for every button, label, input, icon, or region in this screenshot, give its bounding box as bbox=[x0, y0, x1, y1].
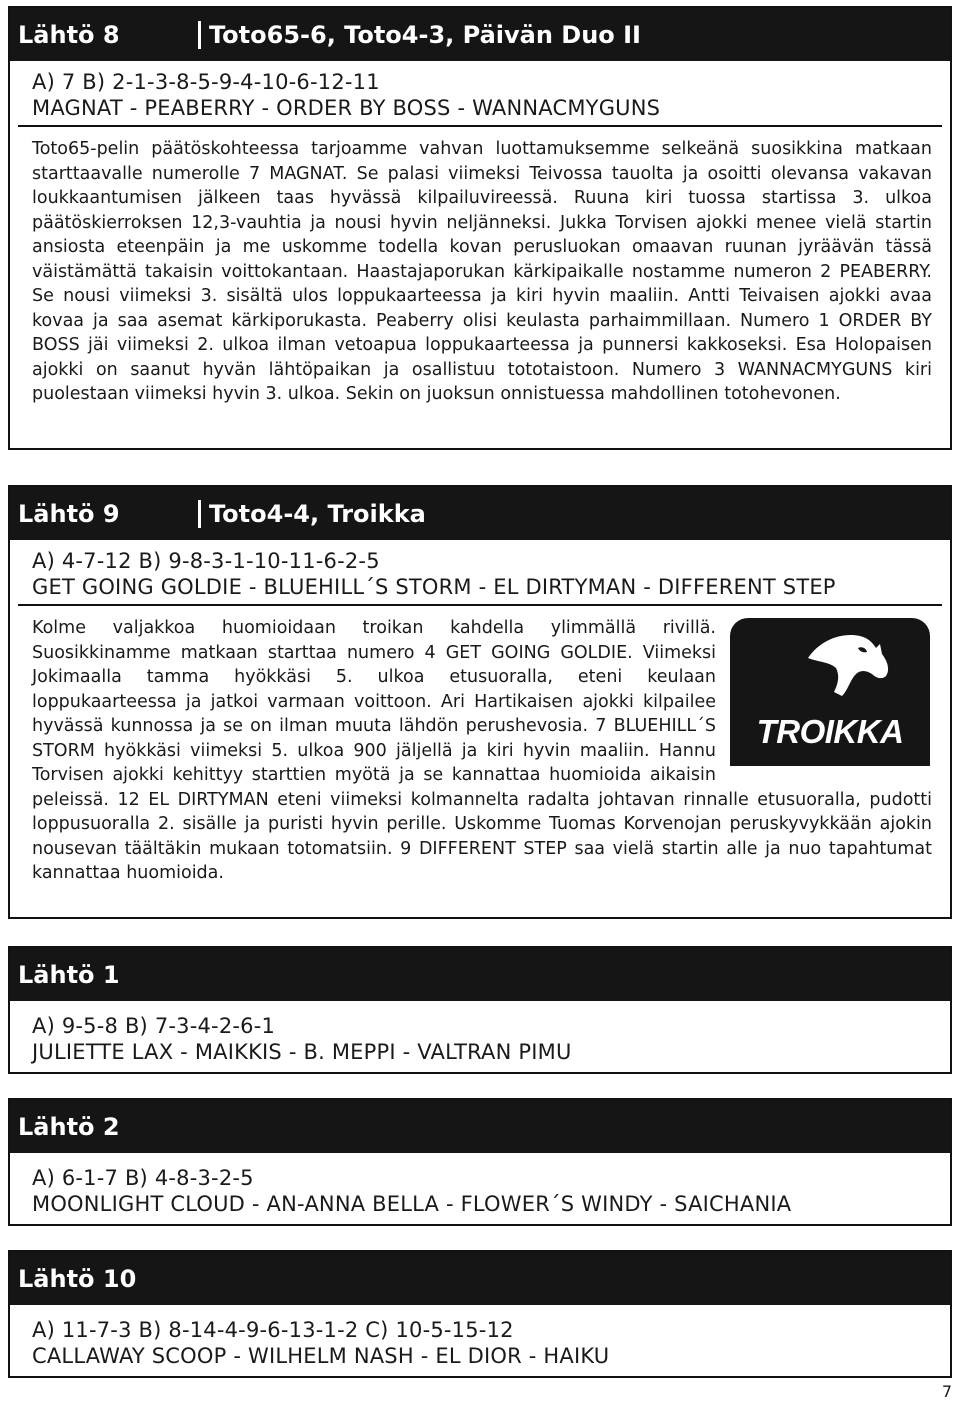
race-header bbox=[10, 1100, 950, 1153]
race-horse-names: JULIETTE LAX - MAIKKIS - B. MEPPI - VALTRAN PIMU bbox=[32, 1040, 572, 1064]
race-picks: A) 4-7-12 B) 9-8-3-1-10-11-6-2-5 bbox=[32, 549, 380, 573]
horse-head-icon bbox=[730, 618, 930, 728]
race-picks: A) 11-7-3 B) 8-14-4-9-6-13-1-2 C) 10-5-15-12 bbox=[32, 1318, 514, 1342]
race-games: Toto4-4, Troikka bbox=[198, 500, 426, 528]
race-label: Lähtö 10 bbox=[18, 1264, 137, 1293]
race-8-section bbox=[8, 6, 952, 450]
race-label: Lähtö 1 bbox=[18, 960, 120, 989]
race-horse-names: GET GOING GOLDIE - BLUEHILL´S STORM - EL DIRTYMAN - DIFFERENT STEP bbox=[32, 575, 836, 599]
race-analysis-block bbox=[10, 606, 950, 894]
race-2-section bbox=[8, 1098, 952, 1226]
race-header bbox=[10, 948, 950, 1001]
race-header bbox=[10, 487, 950, 540]
race-picks: A) 9-5-8 B) 7-3-4-2-6-1 bbox=[32, 1014, 276, 1038]
race-analysis-text: Kolme valjakkoa huomioidaan troikan kahdella ylimmällä rivillä. Suosikkinamme matkaan starttaa numero 4 GET GOING GOLDIE. Viimeksi Jokimaalla tamma hyökkäsi 5. ulkoa etusuoralla, eteni keulaan loppukaarteessa ja jatkoi varmaan voittoon. Ari Hartikaisen ajokki kilpailee hyvässä kunnossa ja se on ilman muuta lähdön perushevosia. 7 BLUEHILL´S STORM hyökkäsi viimeksi 5. ulkoa 900 jäljellä ja kiri hyvin maaliin. Hannu Torvisen ajokki kehittyy starttien myötä ja se kannattaa huomioida aikaisin peleissä. 12 EL DIRTYMAN eteni viimeksi kolmannelta radalta johtavan rinnalle etusuoralla, pudotti loppusuoralla 2. sisälle ja puristi hyvin perille. Uskomme Tuomas Korvenojan peruskyvykkään ajokin nousevan täältäkin mukaan totomatsiin. 9 DIFFERENT STEP saa vielä startin alle ja nuo tapahtumat kannattaa huomioida. bbox=[32, 618, 932, 883]
race-horse-names: CALLAWAY SCOOP - WILHELM NASH - EL DIOR - HAIKU bbox=[32, 1344, 610, 1368]
race-picks: A) 6-1-7 B) 4-8-3-2-5 bbox=[32, 1166, 254, 1190]
race-1-section bbox=[8, 946, 952, 1074]
race-picks: A) 7 B) 2-1-3-8-5-9-4-10-6-12-11 bbox=[32, 70, 380, 94]
race-header bbox=[10, 1252, 950, 1305]
race-picks-block bbox=[10, 1153, 950, 1217]
race-9-section bbox=[8, 485, 952, 919]
race-picks-block bbox=[10, 61, 950, 121]
race-horse-names: MAGNAT - PEABERRY - ORDER BY BOSS - WANNACMYGUNS bbox=[32, 96, 661, 120]
race-label: Lähtö 9 bbox=[18, 499, 120, 528]
race-label: Lähtö 2 bbox=[18, 1112, 120, 1141]
race-header bbox=[10, 8, 950, 61]
troikka-logo bbox=[730, 618, 930, 766]
race-10-section bbox=[8, 1250, 952, 1378]
race-horse-names: MOONLIGHT CLOUD - AN-ANNA BELLA - FLOWER´S WINDY - SAICHANIA bbox=[32, 1192, 792, 1216]
race-analysis-text: Toto65-pelin päätöskohteessa tarjoamme vahvan luottamuksemme selkeänä suosikkina matkaan starttaavalle numerolle 7 MAGNAT. Se palasi viimeksi Teivossa tauolta ja osoitti olevansa vakavan loukkaantumisen jälkeen taas hyvässä kilpailuvireessä. Ruuna kiri tuossa startissa 3. ulkoa päätöskierroksen 12,3-vauhtia ja nousi hyvin neljänneksi. Jukka Torvisen ajokki menee vielä startin ansiosta eteenpäin ja me uskomme todella kovan perusluokan omaavan ruunan jyräävän tässä väistämättä takaisin voittokantaan. Haastajaporukan kärkipaikalle nostamme numeron 2 PEABERRY. Se nousi viimeksi 3. sisältä ulos loppukaarteessa ja kiri hyvin maaliin. Antti Teivaisen ajokki avaa kovaa ja saa asemat kärkiporukasta. Peaberry olisi keulasta parhaimmillaan. Numero 1 ORDER BY BOSS jäi viimeksi 2. ulkoa ilman vetoapua loppukaarteessa ja punnersi kakkoseksi. Esa Holopaisen ajokki on saanut hyvän lähtöpaikan ja osallistuu tototaistoon. Numero 3 WANNACMYGUNS kiri puolestaan viimeksi hyvin 3. ulkoa. Sekin on juoksun onnistuessa mahdollinen totohevonen. bbox=[32, 139, 932, 404]
race-picks-block bbox=[10, 540, 950, 600]
page-number: 7 bbox=[941, 1382, 952, 1401]
logo-wordmark: TROIKKA bbox=[756, 712, 904, 750]
race-picks-block bbox=[10, 1001, 950, 1065]
race-label: Lähtö 8 bbox=[18, 20, 120, 49]
race-picks-block bbox=[10, 1305, 950, 1369]
race-games: Toto65-6, Toto4-3, Päivän Duo II bbox=[198, 21, 641, 49]
